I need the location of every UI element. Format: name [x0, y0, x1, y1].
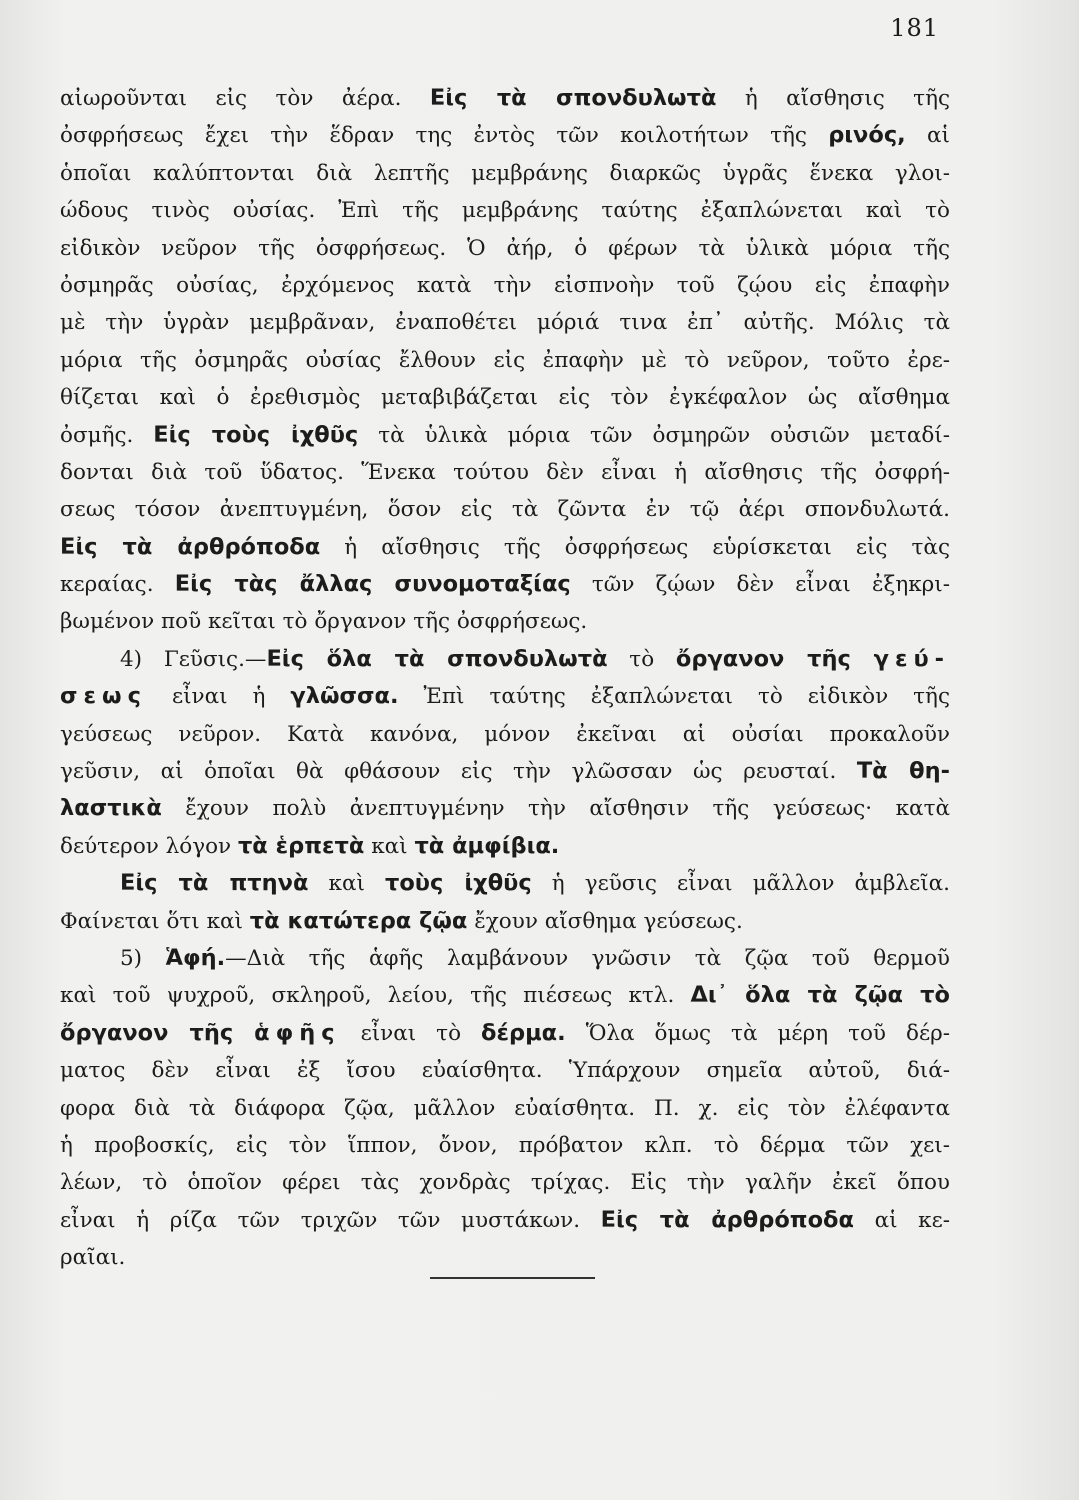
text-segment: ὁποῖαι καλύπτονται διὰ λεπτῆς μεμβράνης διαρκῶς ὑγρᾶς ἕνεκα γλοι- — [60, 160, 950, 186]
text-segment: 4) Γεῦσις.— — [120, 646, 267, 672]
text-line — [60, 1090, 950, 1127]
text-line — [60, 230, 950, 267]
text-line — [60, 155, 950, 192]
text-line — [60, 454, 950, 491]
text-segment: ἡ γεῦσις εἶναι μᾶλλον ἀμβλεῖα. — [531, 871, 950, 897]
text-line — [60, 753, 950, 790]
text-line — [60, 379, 950, 416]
text-line — [60, 192, 950, 229]
text-segment: μὲ τὴν ὑγρὰν μεμβρᾶναν, ἐναποθέτει μόριά τινα ἐπ᾽ αὐτῆς. Μόλις τὰ — [60, 310, 950, 336]
text-segment: ἔχουν πολὺ ἀνεπτυγμένην τὴν αἴσθησιν τῆς γεύσεως· κατὰ — [161, 796, 950, 822]
bold-term: γεύ- — [873, 645, 950, 672]
text-line — [60, 1015, 950, 1052]
text-segment: γεύσεως νεῦρον. Κατὰ κανόνα, μόνον ἐκεῖναι αἱ οὐσίαι προκαλοῦν — [60, 721, 950, 747]
bold-term: τοὺς ἰχθῦς — [384, 870, 532, 897]
text-line — [60, 529, 950, 566]
bold-term: Εἰς τὰ ἀρθρόποδα — [600, 1206, 854, 1233]
bold-term: Εἰς τὰ πτηνὰ — [120, 870, 309, 897]
text-segment: ραῖαι. — [60, 1245, 126, 1271]
text-segment: αἱ κε- — [853, 1207, 950, 1233]
text-segment: τῶν ζῴων δὲν εἶναι ἐξηκρι- — [570, 572, 950, 598]
text-line — [60, 267, 950, 304]
text-line — [60, 903, 950, 940]
text-line — [60, 80, 950, 117]
text-line — [60, 566, 950, 603]
text-segment: βωμένον ποῦ κεῖται τὸ ὄργανον τῆς ὀσφρήσεως. — [60, 609, 588, 635]
text-line — [60, 304, 950, 341]
bold-term: Εἰς τὰς ἄλλας συνομοταξίας — [174, 571, 571, 598]
text-segment: εἶναι ἡ — [146, 684, 291, 710]
text-line — [60, 1052, 950, 1089]
bold-term: τὰ ἑρπετὰ — [237, 832, 365, 859]
bold-term: σεως — [60, 683, 147, 710]
text-line — [60, 977, 950, 1014]
text-segment: δεύτερον λόγον — [60, 833, 238, 859]
text-segment: γεῦσιν, αἱ ὁποῖαι θὰ φθάσουν εἰς τὴν γλῶσσαν ὡς ρευσταί. — [60, 759, 857, 785]
bold-term: ἁφῆς — [254, 1019, 341, 1046]
text-line — [60, 117, 950, 154]
text-segment: Φαίνεται ὅτι καὶ — [60, 908, 250, 934]
text-segment: Ὅλα ὅμως τὰ μέρη τοῦ δέρ- — [565, 1020, 950, 1046]
text-segment: δονται διὰ τοῦ ὕδατος. Ἕνεκα τούτου δὲν εἶναι ἡ αἴσθησις τῆς ὀσφρή- — [60, 459, 950, 485]
text-segment: ματος δὲν εἶναι ἐξ ἴσου εὐαίσθητα. Ὑπάρχουν σημεῖα αὐτοῦ, διά- — [60, 1058, 950, 1084]
text-segment: ὀσμηρᾶς οὐσίας, ἐρχόμενος κατὰ τὴν εἰσπνοὴν τοῦ ζῴου εἰς ἐπαφὴν — [60, 272, 950, 298]
text-segment: ἡ αἴσθησις τῆς ὀσφρήσεως εὑρίσκεται εἰς τὰς — [320, 534, 950, 560]
text-segment: εἶναι τὸ — [340, 1020, 482, 1046]
bold-term: Εἰς τοὺς ἰχθῦς — [153, 421, 359, 448]
text-segment: λέων, τὸ ὁποῖον φέρει τὰς χονδρὰς τρίχας. Εἰς τὴν γαλῆν ἐκεῖ ὅπου — [60, 1170, 950, 1196]
text-segment: —Διὰ τῆς ἁφῆς λαμβάνουν γνῶσιν τὰ ζῷα τοῦ θερμοῦ — [225, 945, 950, 971]
text-line — [60, 603, 950, 640]
text-line — [60, 940, 950, 977]
text-segment: αἰωροῦνται εἰς τὸν ἀέρα. — [60, 86, 430, 111]
bold-term: Ἁφή. — [165, 944, 226, 971]
bold-term: ὄργανον τῆς — [60, 1019, 255, 1046]
bold-term: Τὰ θη- — [856, 758, 950, 785]
text-segment: ἡ προβοσκίς, εἰς τὸν ἵππον, ὄνον, πρόβατον κλπ. τὸ δέρμα τῶν χει- — [60, 1132, 950, 1158]
bold-term: ὄργανον τῆς — [675, 645, 874, 672]
text-line — [60, 1239, 950, 1276]
text-segment: τὸ — [607, 646, 676, 672]
bold-term: Εἰς τὰ ἀρθρόποδα — [60, 533, 321, 560]
text-segment: θίζεται καὶ ὁ ἐρεθισμὸς μεταβιβάζεται εἰς τὸν ἐγκέφαλον ὡς αἴσθημα — [60, 385, 950, 411]
text-segment: ώδους τινὸς οὐσίας. Ἐπὶ τῆς μεμβράνης ταύτης ἐξαπλώνεται καὶ τὸ — [60, 198, 950, 224]
text-segment: καὶ — [364, 833, 415, 859]
bold-term: Εἰς τὰ σπονδυλωτὰ — [429, 85, 717, 111]
text-segment: αἱ — [905, 123, 950, 149]
text-segment: ὀσμῆς. — [60, 422, 154, 448]
bold-term: Εἰς ὅλα τὰ σπονδυλωτὰ — [266, 645, 608, 672]
text-line — [60, 342, 950, 379]
body-text — [60, 80, 950, 1277]
text-line — [60, 716, 950, 753]
text-segment: ἡ αἴσθησις τῆς — [716, 86, 950, 111]
text-line — [60, 1202, 950, 1239]
text-segment: εἰδικὸν νεῦρον τῆς ὀσφρήσεως. Ὁ ἀήρ, ὁ φέρων τὰ ὑλικὰ μόρια τῆς — [60, 235, 950, 261]
text-line — [60, 865, 950, 902]
text-segment: σεως τόσον ἀνεπτυγμένη, ὅσον εἰς τὰ ζῶντα ἐν τῷ ἀέρι σπονδυλωτά. — [60, 497, 950, 523]
text-segment: κεραίας. — [60, 572, 175, 598]
bold-term: τὰ κατώτερα ζῷα — [249, 907, 468, 934]
text-line — [60, 678, 950, 715]
text-segment: ὀσφρήσεως ἔχει τὴν ἕδραν της ἐντὸς τῶν κοιλοτήτων τῆς — [60, 123, 829, 149]
bold-term: δέρμα. — [481, 1019, 566, 1046]
text-segment: καὶ τοῦ ψυχροῦ, σκληροῦ, λείου, τῆς πιέσεως κτλ. — [60, 983, 691, 1009]
text-line — [60, 828, 950, 865]
text-segment: καὶ — [308, 871, 385, 897]
bold-term: λαστικὰ — [60, 795, 162, 822]
bold-term: ρινός, — [828, 122, 906, 149]
text-line — [60, 1127, 950, 1164]
text-line — [60, 641, 950, 678]
text-segment: τὰ ὑλικὰ μόρια τῶν ὀσμηρῶν οὐσιῶν μεταδί- — [358, 422, 950, 448]
text-line — [60, 1164, 950, 1201]
section-end-rule — [430, 1277, 595, 1279]
text-segment: Ἐπὶ ταύτης ἐξαπλώνεται τὸ εἰδικὸν τῆς — [398, 684, 950, 710]
bold-term: Δι᾽ ὅλα τὰ ζῷα τὸ — [690, 982, 950, 1009]
bold-term: γλῶσσα. — [290, 683, 399, 710]
text-line — [60, 491, 950, 528]
text-line — [60, 417, 950, 454]
page-number: 181 — [890, 14, 939, 42]
text-line — [60, 790, 950, 827]
bold-term: τὰ ἀμφίβια. — [414, 832, 560, 859]
text-segment: φορα διὰ τὰ διάφορα ζῷα, μᾶλλον εὐαίσθητα. Π. χ. εἰς τὸν ἐλέφαντα — [60, 1095, 950, 1121]
text-segment: μόρια τῆς ὀσμηρᾶς οὐσίας ἔλθουν εἰς ἐπαφὴν μὲ τὸ νεῦρον, τοῦτο ἐρε- — [60, 347, 950, 373]
text-segment: ἔχουν αἴσθημα γεύσεως. — [467, 908, 743, 934]
text-segment: 5) — [120, 945, 166, 971]
text-segment: εἶναι ἡ ρίζα τῶν τριχῶν τῶν μυστάκων. — [60, 1207, 601, 1233]
